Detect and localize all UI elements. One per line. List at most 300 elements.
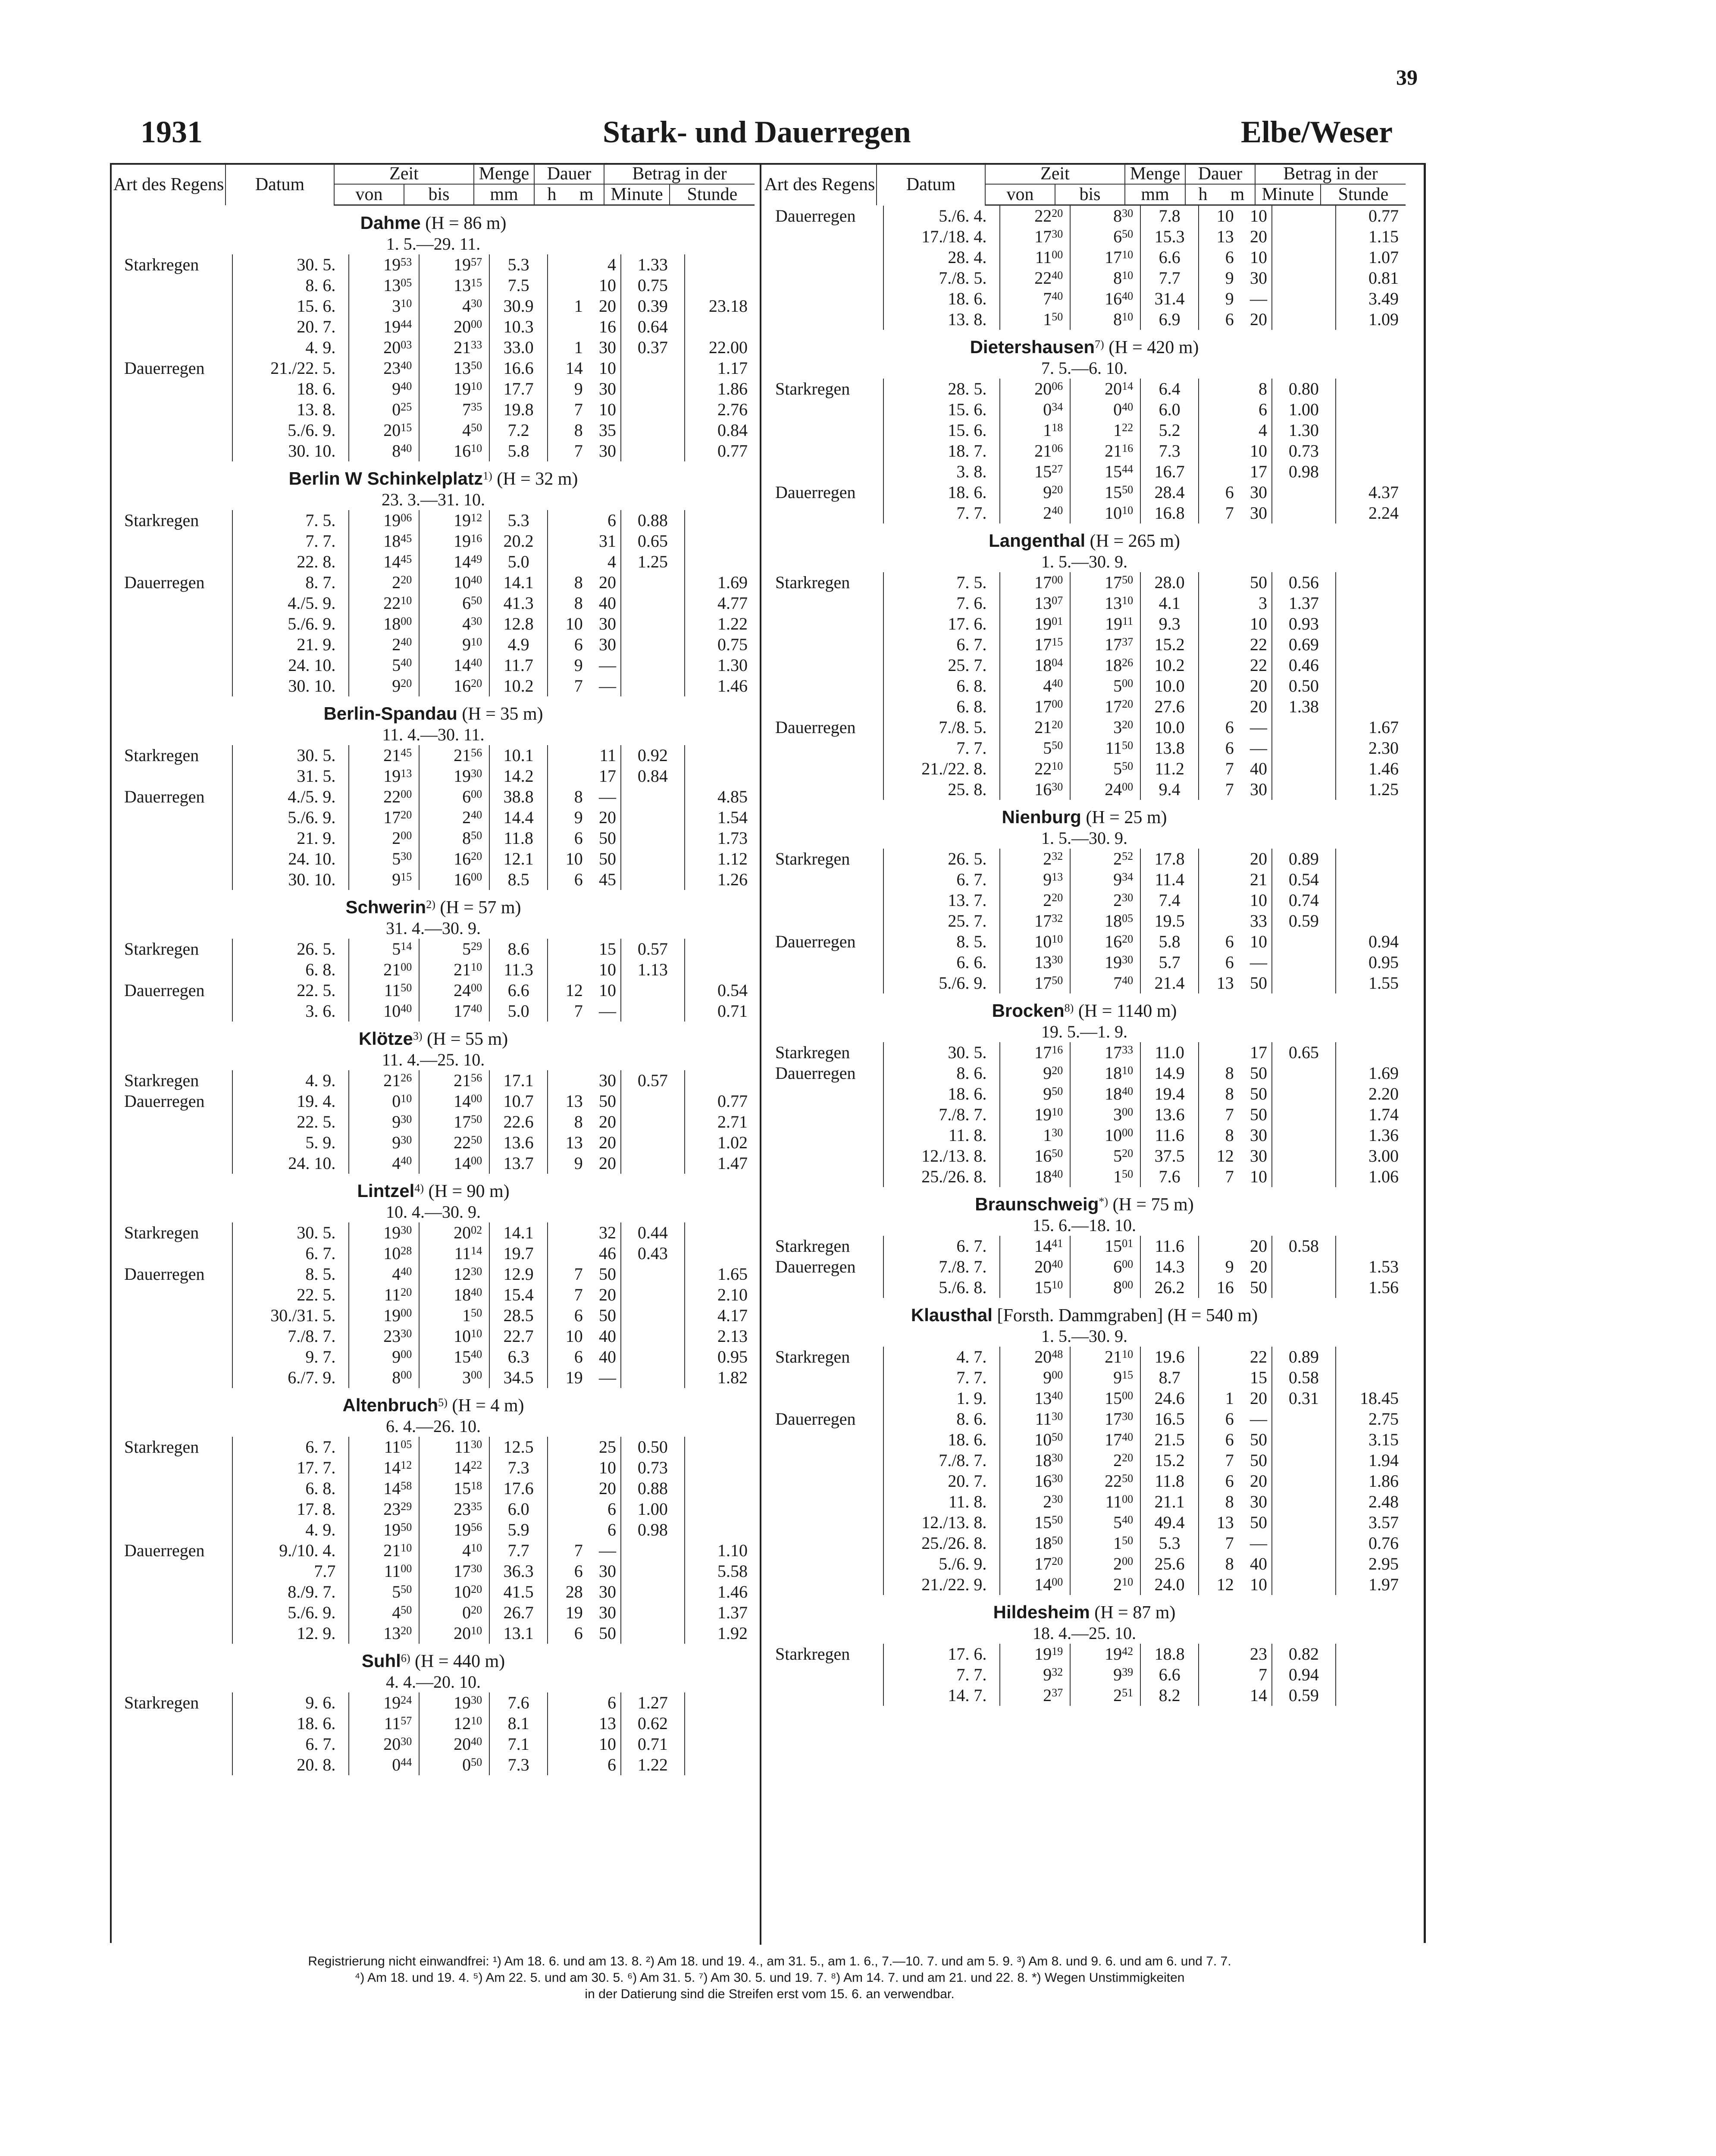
- cell-datum: 8./9. 7.: [232, 1582, 349, 1602]
- time-hours: 11: [1035, 248, 1052, 267]
- time-minutes: 30: [401, 1224, 412, 1236]
- cell-betrag-minute: [1272, 1450, 1336, 1471]
- cell-dauer-h: 9: [574, 1153, 583, 1173]
- cell-dauer-h: 28: [565, 1582, 583, 1601]
- cell-menge: 11.0: [1140, 1042, 1199, 1063]
- time-minutes: 42: [1122, 1645, 1134, 1658]
- time-hours: 18: [1105, 911, 1122, 931]
- time-minutes: 00: [471, 1369, 482, 1381]
- time-minutes: 35: [471, 1500, 482, 1513]
- time-hours: 21: [383, 960, 401, 979]
- cell-dauer-h: 7: [574, 1285, 583, 1304]
- cell-betrag-minute: [1272, 1409, 1336, 1429]
- cell-menge: 16.6: [489, 358, 548, 379]
- time-minutes: 16: [1122, 442, 1134, 454]
- cell-datum: 7./8. 5.: [883, 717, 1000, 738]
- cell-art: Dauerregen: [763, 482, 883, 503]
- cell-betrag-minute: [621, 441, 685, 461]
- cell-betrag-stunde: [1336, 676, 1406, 696]
- cell-bis: [1070, 420, 1140, 441]
- table-row: [763, 1533, 1406, 1554]
- cell-art: [763, 503, 883, 523]
- cell-bis: [1070, 973, 1140, 993]
- cell-von: [349, 766, 419, 787]
- time-minutes: 50: [401, 1604, 412, 1616]
- station-title: [763, 800, 1406, 828]
- time-minutes: 56: [471, 746, 482, 759]
- station-name: Schwerin: [345, 897, 426, 917]
- station-period: 19. 5.—1. 9.: [1041, 1022, 1127, 1041]
- cell-art: Dauerregen: [763, 931, 883, 952]
- cell-datum: 20. 7.: [232, 317, 349, 337]
- cell-datum: 8. 6.: [232, 275, 349, 296]
- time-minutes: 37: [1122, 636, 1134, 648]
- cell-menge: 37.5: [1140, 1146, 1199, 1166]
- header-title: Stark- und Dauerregen: [603, 115, 911, 149]
- time-hours: 9: [1043, 1063, 1052, 1083]
- cell-menge: 10.0: [1140, 676, 1199, 696]
- cell-bis: [419, 1285, 489, 1305]
- station-elevation: (H = 540 m): [1163, 1306, 1258, 1326]
- cell-art: [763, 869, 883, 890]
- cell-bis: [1070, 1367, 1140, 1388]
- time-hours: 14: [1034, 1236, 1052, 1256]
- table-row: [763, 1257, 1406, 1277]
- time-minutes: 02: [471, 1224, 482, 1236]
- cell-art: Starkregen: [112, 254, 232, 275]
- table-row: [112, 614, 755, 634]
- cell-dauer-h: 10: [1216, 206, 1234, 226]
- cell-art: [763, 911, 883, 931]
- cell-art: Starkregen: [112, 1692, 232, 1713]
- cell-datum: 7. 7.: [883, 738, 1000, 758]
- table-row: [112, 1561, 755, 1582]
- cell-menge: 10.3: [489, 317, 548, 337]
- cell-menge: 21.4: [1140, 973, 1199, 993]
- cell-von: [349, 807, 419, 828]
- cell-datum: 19. 4.: [232, 1091, 349, 1112]
- table-row: [763, 869, 1406, 890]
- cell-datum: 6. 7.: [232, 1734, 349, 1755]
- table-row: [112, 980, 755, 1001]
- cell-dauer-m: 20: [1236, 849, 1272, 869]
- cell-betrag-minute: 0.57: [621, 1070, 685, 1091]
- cell-dauer-h: 13: [565, 1133, 583, 1152]
- cell-von: [1000, 1388, 1070, 1409]
- cell-betrag-minute: 0.65: [1272, 1042, 1336, 1063]
- time-hours: 16: [454, 849, 471, 868]
- cell-betrag-minute: 0.65: [621, 531, 685, 552]
- cell-menge: 5.3: [489, 510, 548, 531]
- cell-betrag-minute: [621, 379, 685, 399]
- cell-dauer-m: 10: [585, 399, 621, 420]
- cell-menge: 16.8: [1140, 503, 1199, 523]
- time-hours: 19: [1105, 1644, 1122, 1664]
- cell-art: Starkregen: [763, 379, 883, 399]
- cell-menge: 21.1: [1140, 1492, 1199, 1512]
- cell-dauer-h: 6: [574, 1623, 583, 1643]
- cell-menge: 8.2: [1140, 1685, 1199, 1706]
- time-hours: 19: [454, 766, 471, 786]
- station-elevation: (H = 55 m): [422, 1029, 508, 1049]
- time-minutes: 26: [401, 1072, 412, 1084]
- cell-menge: 13.8: [1140, 738, 1199, 758]
- cell-betrag-stunde: 2.48: [1368, 1492, 1399, 1511]
- cell-betrag-minute: 0.31: [1272, 1388, 1336, 1409]
- cell-dauer-m: 40: [585, 1347, 621, 1367]
- cell-art: [112, 1734, 232, 1755]
- time-minutes: 20: [471, 1604, 482, 1616]
- time-hours: 4: [392, 1264, 401, 1284]
- time-hours: 17: [454, 1112, 471, 1131]
- cell-von: [349, 939, 419, 959]
- cell-menge: 7.7: [489, 1540, 548, 1561]
- cell-menge: 15.2: [1140, 1450, 1199, 1471]
- cell-dauer-m: 20: [1236, 1388, 1272, 1409]
- station-name: Berlin W Schinkelplatz: [288, 468, 483, 489]
- cell-dauer-h: 7: [1225, 759, 1234, 778]
- time-hours: 15: [1034, 462, 1052, 481]
- time-minutes: 40: [1052, 677, 1063, 689]
- cell-datum: 6. 7.: [232, 1243, 349, 1264]
- cell-betrag-minute: [1272, 1166, 1336, 1187]
- cell-betrag-minute: 1.00: [1272, 399, 1336, 420]
- time-minutes: 10: [401, 297, 412, 310]
- cell-betrag-minute: 0.80: [1272, 379, 1336, 399]
- time-hours: 1: [1113, 1167, 1122, 1186]
- cell-bis: [1070, 911, 1140, 931]
- cell-dauer-m: 6: [585, 1520, 621, 1540]
- cell-bis: [419, 296, 489, 317]
- footnotes: [112, 1953, 1427, 2002]
- time-hours: 17: [454, 1001, 471, 1021]
- cell-von: [349, 614, 419, 634]
- cell-dauer-m: 6: [585, 1755, 621, 1775]
- cell-bis: [1070, 738, 1140, 758]
- cell-bis: [1070, 1277, 1140, 1298]
- cell-von: [349, 745, 419, 766]
- time-minutes: 00: [1122, 1389, 1134, 1402]
- time-minutes: 30: [471, 1438, 482, 1451]
- cell-von: [349, 254, 419, 275]
- cell-menge: 5.7: [1140, 952, 1199, 973]
- time-hours: 8: [1113, 310, 1122, 329]
- cell-bis: [419, 614, 489, 634]
- cell-bis: [419, 1001, 489, 1022]
- cell-bis: [419, 379, 489, 399]
- cell-datum: 17. 6.: [883, 1644, 1000, 1664]
- station-header: [763, 330, 1406, 358]
- station-title: [763, 993, 1406, 1022]
- col-head-von: von: [334, 184, 404, 205]
- cell-dauer-m: 10: [585, 959, 621, 980]
- cell-menge: 27.6: [1140, 696, 1199, 717]
- cell-dauer-h: 6: [1225, 953, 1234, 972]
- col-head-betrag: Betrag in der: [604, 164, 755, 184]
- cell-bis: [419, 552, 489, 572]
- cell-betrag-minute: [1272, 1471, 1336, 1492]
- time-minutes: 00: [401, 1369, 412, 1381]
- table-row: [763, 268, 1406, 288]
- cell-von: [1000, 1664, 1070, 1685]
- cell-menge: 7.7: [1140, 268, 1199, 288]
- time-minutes: 56: [471, 1072, 482, 1084]
- time-minutes: 00: [401, 1348, 412, 1360]
- cell-betrag-minute: [621, 849, 685, 869]
- table-row: [112, 745, 755, 766]
- cell-datum: 7. 5.: [232, 510, 349, 531]
- cell-dauer-h: 8: [1225, 1084, 1234, 1103]
- time-minutes: 50: [1052, 739, 1063, 752]
- cell-menge: 11.8: [1140, 1471, 1199, 1492]
- cell-datum: 24. 10.: [232, 849, 349, 869]
- cell-von: [349, 869, 419, 890]
- cell-dauer-h: 19: [565, 1603, 583, 1622]
- cell-dauer-h: 9: [574, 655, 583, 675]
- station-footnote-ref: 7): [1095, 338, 1104, 351]
- cell-dauer-m: 20: [1236, 1471, 1272, 1492]
- cell-menge: 11.2: [1140, 758, 1199, 779]
- cell-datum: 6. 8.: [232, 1478, 349, 1499]
- table-row: [763, 1166, 1406, 1187]
- cell-dauer-h: [1199, 890, 1236, 911]
- cell-bis: [419, 849, 489, 869]
- station-title: [763, 1595, 1406, 1623]
- table-row: [763, 399, 1406, 420]
- station-header: [112, 890, 755, 918]
- time-hours: 0: [1043, 400, 1052, 419]
- cell-dauer-m: 30: [585, 1070, 621, 1091]
- station-name: Dahme: [360, 213, 421, 233]
- time-minutes: 30: [401, 1735, 412, 1748]
- time-minutes: 50: [471, 829, 482, 842]
- time-hours: 8: [1113, 1278, 1122, 1297]
- table-row: [112, 807, 755, 828]
- station-elevation: (H = 35 m): [457, 704, 543, 724]
- cell-betrag-minute: [1272, 1104, 1336, 1125]
- cell-bis: [1070, 1664, 1140, 1685]
- cell-bis: [1070, 1104, 1140, 1125]
- cell-art: [112, 1713, 232, 1734]
- station-header: [763, 993, 1406, 1022]
- time-hours: 20: [1034, 379, 1052, 398]
- table-row: [112, 441, 755, 461]
- cell-von: [349, 828, 419, 849]
- cell-bis: [419, 1561, 489, 1582]
- time-minutes: 50: [1122, 228, 1134, 240]
- cell-bis: [419, 1713, 489, 1734]
- cell-von: [349, 1305, 419, 1326]
- cell-art: [112, 441, 232, 461]
- cell-betrag-stunde: [685, 745, 755, 766]
- time-minutes: 40: [401, 636, 412, 648]
- time-minutes: 00: [1122, 1279, 1134, 1291]
- cell-betrag-stunde: 1.06: [1368, 1167, 1399, 1186]
- cell-bis: [419, 766, 489, 787]
- cell-art: Starkregen: [112, 1437, 232, 1457]
- cell-art: [763, 1388, 883, 1409]
- cell-bis: [419, 1734, 489, 1755]
- time-hours: 13: [1105, 593, 1122, 613]
- cell-datum: 6. 7.: [232, 1437, 349, 1457]
- cell-datum: 12. 9.: [232, 1623, 349, 1644]
- time-hours: 3: [1113, 718, 1122, 737]
- cell-art: [763, 441, 883, 461]
- station-elevation: (H = 87 m): [1090, 1603, 1176, 1623]
- time-hours: 22: [1034, 268, 1052, 288]
- table-row: [112, 1222, 755, 1243]
- cell-bis: [1070, 1450, 1140, 1471]
- data-table-right: [763, 206, 1406, 1706]
- station-header: [112, 1388, 755, 1416]
- cell-dauer-m: —: [1236, 738, 1272, 758]
- cell-betrag-stunde: 1.73: [717, 828, 748, 848]
- cell-betrag-minute: 1.27: [621, 1692, 685, 1713]
- cell-betrag-stunde: [1336, 1367, 1406, 1388]
- cell-art: [763, 309, 883, 330]
- cell-bis: [1070, 441, 1140, 461]
- cell-art: [763, 738, 883, 758]
- cell-von: [349, 1132, 419, 1153]
- time-minutes: 10: [1122, 1348, 1134, 1360]
- cell-von: [349, 531, 419, 552]
- cell-menge: 33.0: [489, 337, 548, 358]
- station-period-row: [112, 724, 755, 745]
- cell-dauer-m: —: [585, 676, 621, 696]
- table-row: [112, 655, 755, 676]
- time-hours: 17: [1105, 635, 1122, 654]
- cell-bis: [419, 787, 489, 807]
- cell-art: Starkregen: [763, 849, 883, 869]
- cell-datum: 30. 5.: [883, 1042, 1000, 1063]
- time-hours: 21: [1034, 718, 1052, 737]
- time-hours: 19: [454, 1693, 471, 1712]
- cell-betrag-minute: [621, 1264, 685, 1285]
- cell-dauer-m: 14: [1236, 1685, 1272, 1706]
- cell-betrag-minute: 0.58: [1272, 1236, 1336, 1257]
- cell-betrag-stunde: 2.10: [717, 1285, 748, 1304]
- time-minutes: 50: [471, 1307, 482, 1319]
- station-header: [112, 696, 755, 724]
- time-minutes: 20: [401, 1624, 412, 1637]
- cell-betrag-stunde: [1336, 1664, 1406, 1685]
- cell-datum: 15. 6.: [232, 296, 349, 317]
- cell-betrag-minute: [621, 420, 685, 441]
- cell-dauer-m: 25: [585, 1437, 621, 1457]
- time-minutes: 50: [1052, 974, 1063, 987]
- table-row: [763, 420, 1406, 441]
- cell-dauer-h: [1199, 1664, 1236, 1685]
- table-row: [112, 1132, 755, 1153]
- cell-dauer-m: —: [585, 1367, 621, 1388]
- time-hours: 9: [392, 870, 401, 889]
- cell-menge: 14.4: [489, 807, 548, 828]
- table-row: [763, 911, 1406, 931]
- time-minutes: 30: [1052, 1451, 1063, 1464]
- cell-betrag-minute: [1272, 973, 1336, 993]
- cell-dauer-m: 32: [585, 1222, 621, 1243]
- time-hours: 5: [1113, 1146, 1122, 1166]
- cell-dauer-h: 6: [574, 828, 583, 848]
- time-hours: 24: [454, 981, 471, 1000]
- cell-von: [349, 441, 419, 461]
- cell-menge: 16.7: [1140, 461, 1199, 482]
- table-row: [112, 1070, 755, 1091]
- time-hours: 0: [1113, 400, 1122, 419]
- cell-dauer-m: 30: [1236, 779, 1272, 800]
- cell-datum: 12./13. 8.: [883, 1512, 1000, 1533]
- cell-art: [112, 849, 232, 869]
- cell-art: [763, 1574, 883, 1595]
- cell-von: [349, 676, 419, 696]
- time-hours: 10: [383, 1244, 401, 1263]
- time-hours: 12: [454, 1714, 471, 1733]
- time-hours: 15: [1034, 1513, 1052, 1532]
- cell-betrag-stunde: 1.54: [717, 808, 748, 827]
- time-hours: 2: [1043, 849, 1052, 868]
- cell-dauer-m: 30: [585, 614, 621, 634]
- cell-dauer-h: 6: [574, 1347, 583, 1366]
- time-hours: 17: [454, 1561, 471, 1581]
- cell-datum: 5./6. 9.: [232, 420, 349, 441]
- cell-von: [349, 317, 419, 337]
- cell-betrag-stunde: 22.00: [709, 338, 748, 357]
- cell-dauer-h: 7: [1225, 1533, 1234, 1553]
- cell-betrag-minute: [1272, 226, 1336, 247]
- table-row: [763, 1063, 1406, 1084]
- cell-von: [349, 655, 419, 676]
- cell-betrag-minute: 0.94: [1272, 1664, 1336, 1685]
- station-title: [112, 1174, 755, 1202]
- cell-art: [112, 593, 232, 614]
- cell-von: [1000, 1450, 1070, 1471]
- cell-dauer-h: 7: [574, 400, 583, 419]
- cell-betrag-stunde: [1336, 461, 1406, 482]
- cell-menge: 41.3: [489, 593, 548, 614]
- time-minutes: 10: [1122, 594, 1134, 607]
- cell-datum: 7. 7.: [883, 1664, 1000, 1685]
- cell-betrag-stunde: [1336, 593, 1406, 614]
- cell-menge: 12.1: [489, 849, 548, 869]
- time-minutes: 50: [471, 359, 482, 372]
- cell-menge: 14.1: [489, 572, 548, 593]
- time-minutes: 40: [1122, 401, 1134, 413]
- cell-von: [349, 634, 419, 655]
- station-name: Berlin-Spandau: [323, 703, 457, 724]
- cell-datum: 28. 4.: [883, 247, 1000, 268]
- cell-betrag-stunde: 1.65: [717, 1264, 748, 1284]
- cell-menge: 13.6: [489, 1132, 548, 1153]
- cell-von: [1000, 1236, 1070, 1257]
- station-elevation: (H = 4 m): [447, 1396, 524, 1416]
- cell-bis: [419, 1132, 489, 1153]
- cell-datum: 13. 7.: [883, 890, 1000, 911]
- cell-bis: [419, 1326, 489, 1347]
- time-hours: 16: [454, 870, 471, 889]
- cell-menge: 13.7: [489, 1153, 548, 1174]
- cell-dauer-m: 6: [1236, 399, 1272, 420]
- time-minutes: 07: [1052, 594, 1063, 607]
- station-period: 1. 5.—30. 9.: [1041, 552, 1127, 571]
- footnote-line: ⁴) Am 18. und 19. 4. ⁵) Am 22. 5. und am 30. 5. ⁶) Am 31. 5. ⁷) Am 30. 5. und 19. 7. ⁸) Am 14. 7. und am 21. und 22. 8. *) Wegen Unstimmigkeiten: [354, 1971, 1185, 1985]
- cell-betrag-stunde: 0.84: [717, 420, 748, 440]
- cell-bis: [419, 1478, 489, 1499]
- time-hours: 15: [1105, 1388, 1122, 1408]
- cell-betrag-stunde: 3.49: [1368, 289, 1399, 308]
- cell-dauer-h: 9: [1225, 268, 1234, 288]
- cell-menge: 6.9: [1140, 309, 1199, 330]
- time-hours: 17: [1034, 697, 1052, 716]
